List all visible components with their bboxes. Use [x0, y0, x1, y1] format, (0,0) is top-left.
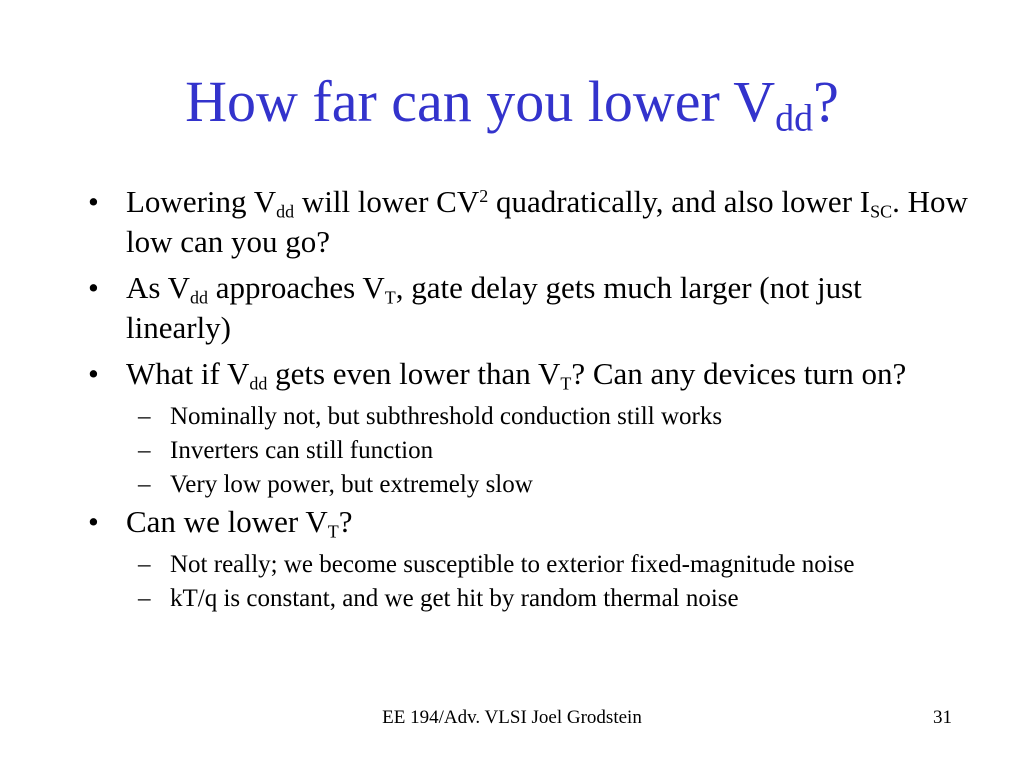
text-run: , gate delay gets much larger (not just linearly): [126, 270, 862, 345]
text-subscript: dd: [276, 201, 295, 222]
title-subscript: dd: [775, 97, 814, 140]
text-subscript: T: [327, 521, 339, 542]
text-run: Lowering V: [126, 184, 277, 219]
text-run: will lower CV: [294, 184, 480, 219]
sub-bullet-item: [88, 582, 968, 616]
text-run: Can we lower V: [126, 504, 328, 539]
sub-bullet-list: [88, 400, 968, 502]
text-run: What if V: [126, 356, 250, 391]
sub-bullet-text: Inverters can still function: [170, 437, 434, 464]
bullet-mark: •: [88, 270, 99, 305]
title-text: How far can you lower V: [185, 69, 776, 134]
sub-bullet-text: kT/q is constant, and we get hit by random thermal noise: [170, 585, 739, 612]
page-number: 31: [933, 707, 952, 728]
sub-bullet-item: [88, 468, 968, 502]
text-subscript: SC: [870, 201, 893, 222]
text-run: As V: [126, 270, 191, 305]
text-run: gets even lower than V: [267, 356, 561, 391]
sub-bullet-text: Not really; we become susceptible to exterior fixed-magnitude noise: [170, 551, 855, 578]
text-run: approaches V: [208, 270, 385, 305]
bullet-item: [88, 268, 968, 348]
text-subscript: dd: [190, 287, 208, 308]
bullet-mark: •: [88, 184, 99, 219]
bullet-item: [88, 354, 968, 394]
slide-title: [0, 69, 1024, 140]
sub-bullet-text: Very low power, but extremely slow: [170, 471, 533, 498]
text-run: ? Can any devices turn on?: [571, 356, 907, 391]
text-run: ?: [338, 504, 353, 539]
sub-bullet-mark: –: [138, 551, 151, 578]
bullet-text: [126, 354, 968, 394]
bullet-list: [88, 182, 968, 616]
sub-bullet-mark: –: [138, 437, 151, 464]
text-supscript: 2: [479, 186, 489, 207]
bullet-text: [126, 182, 968, 262]
sub-bullet-item: [88, 548, 968, 582]
bullet-item: [88, 182, 968, 262]
text-subscript: T: [384, 287, 396, 308]
sub-bullet-mark: –: [138, 471, 151, 498]
footer-course: EE 194/Adv. VLSI Joel Grodstein: [382, 707, 642, 728]
bullet-mark: •: [88, 356, 99, 391]
text-subscript: dd: [249, 373, 268, 394]
sub-bullet-item: [88, 434, 968, 468]
sub-bullet-list: [88, 548, 968, 616]
bullet-text: [126, 502, 968, 542]
text-run: quadratically, and also lower I: [488, 184, 871, 219]
sub-bullet-mark: –: [138, 585, 151, 612]
bullet-mark: •: [88, 504, 99, 539]
text-run: . How low can you go?: [126, 184, 968, 259]
text-subscript: T: [560, 373, 572, 394]
bullet-text: [126, 268, 968, 348]
sub-bullet-text: Nominally not, but subthreshold conduction still works: [170, 403, 723, 430]
sub-bullet-item: [88, 400, 968, 434]
sub-bullet-mark: –: [138, 403, 151, 430]
title-end: ?: [813, 69, 839, 134]
bullet-item: [88, 502, 968, 542]
